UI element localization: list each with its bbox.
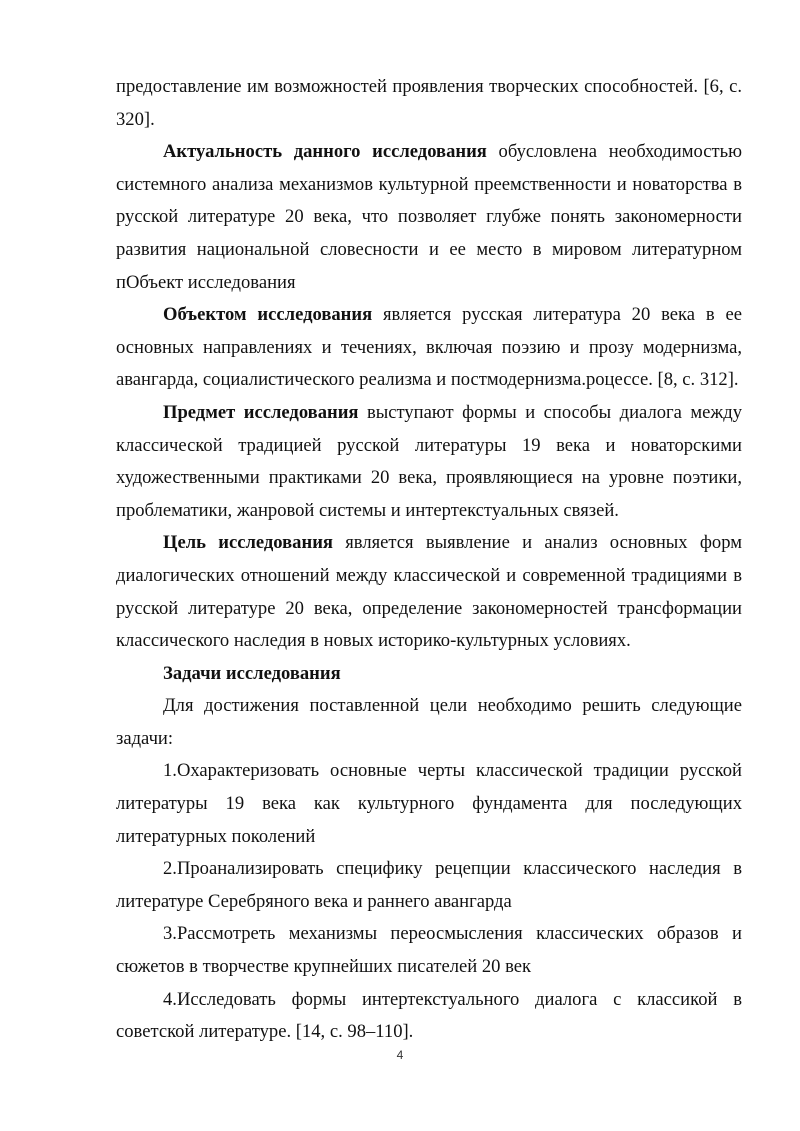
page-body (116, 71, 742, 1049)
relevance-paragraph (116, 136, 742, 299)
page-number: 4 (396, 1048, 404, 1062)
subject-paragraph (116, 397, 742, 527)
task-item: 3.Рассмотреть механизмы переосмысления классических образов и сюжетов в творчестве крупнейших писателей 20 век (116, 923, 742, 978)
goal-text: является выявление и анализ основных форм диалогических отношений между классической и современной традициями в русской литературе 20 века, определение закономерностей трансформации классического наследия в новых историко-культурных условиях. (116, 532, 742, 652)
task-item: 1.Охарактеризовать основные черты классической традиции русской литературы 19 века как культурного фундамента для последующих литературных поколений (116, 760, 742, 847)
task-item: 2.Проанализировать специфику рецепции классического наследия в литературе Серебряного века и раннего авангарда (116, 858, 742, 912)
object-paragraph (116, 299, 742, 397)
task-item: 4.Исследовать формы интертекстуального диалога с классикой в советской литературе. [14, с. 98–110]. (116, 988, 742, 1043)
subject-text: выступают формы и способы диалога между классической традицией русской литературы 19 века и новаторскими художественными практиками 20 века, проявляющиеся на уровне поэтики, проблематики, жанровой системы и интертекстуальных связей. (116, 401, 743, 521)
object-text: является русская литература 20 века в ее основных направлениях и течениях, включая поэзию и прозу модернизма, авангарда, социалистического реализма и постмодернизма.роцессе. [8, с. 312]. (116, 304, 742, 391)
relevance-text: обусловлена необходимостью системного анализа механизмов культурной преемственности и новаторства в русской литературе 20 века, что позволяет глубже понять закономерности развития национальной словесности и ее место в мировом литературном пОбъект исследования (116, 141, 742, 293)
relevance-term: Актуальность данного исследования (163, 141, 487, 163)
object-term: Объектом исследования (163, 304, 373, 326)
goal-paragraph (116, 527, 742, 657)
tasks-intro: Для достижения поставленной цели необходимо решить следующие задачи: (116, 695, 742, 749)
goal-term: Цель исследования (163, 532, 333, 554)
subject-term: Предмет исследования (163, 401, 359, 423)
tasks-heading: Задачи исследования (163, 662, 341, 684)
continuation-paragraph: предоставление им возможностей проявления творческих способностей. [6, с. 320]. (116, 76, 742, 130)
